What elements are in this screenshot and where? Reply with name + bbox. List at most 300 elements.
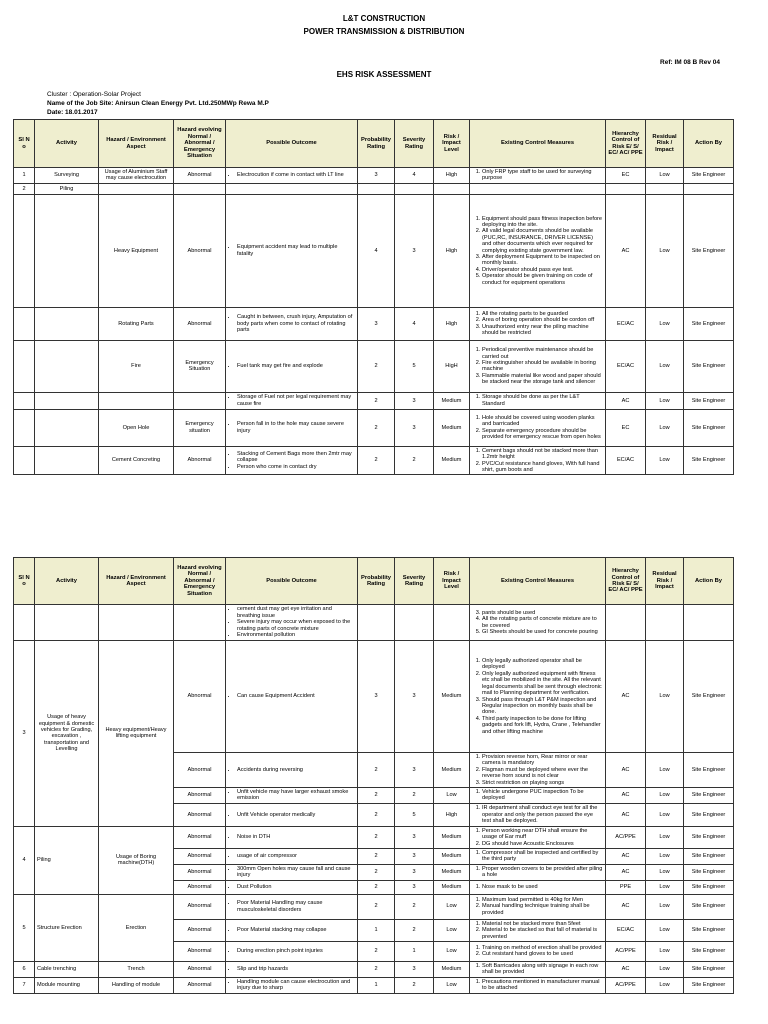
cell-outcome-list [228,363,355,369]
cell-outcome [226,803,358,826]
cell-probability: 4 [358,194,395,307]
cell-hazard: Cement Concreting [99,446,174,475]
cell-activity: Piling [35,183,99,194]
cell-severity: 1 [395,941,434,961]
cell-outcome-list [228,812,355,818]
cell-outcome-item: • During erection pinch point injuries [237,948,355,954]
cell-risk: Medium [434,392,470,409]
cell-outcome-list [228,948,355,954]
cell-severity: 4 [395,168,434,184]
cell-severity: 5 [395,803,434,826]
cell-hierarchy: EC/AC [606,446,646,475]
cell-probability [358,605,395,641]
cell-outcome-item: • Storage of Fuel not per legal requirement may cause fire [237,394,355,407]
cell-controls [470,977,606,993]
cell-severity: 5 [395,340,434,392]
cell-controls-item: 2. Fire extinguisher should be available in boring machine [482,360,603,373]
cell-controls [470,864,606,880]
cell-controls [470,849,606,865]
table-row [14,307,734,340]
cell-sno [14,446,35,475]
cell-hierarchy: AC [606,392,646,409]
cell-hierarchy: EC/AC [606,340,646,392]
cell-residual [646,605,684,641]
cell-residual: Low [646,977,684,993]
cell-outcome [226,919,358,941]
document-reference: Ref: IM 08 B Rev 04 [660,59,720,66]
cell-outcome-item: • Stacking of Cement Bags more then 2mtr may collapse [237,451,355,464]
cell-controls [470,961,606,977]
cell-severity: 3 [395,864,434,880]
cell-controls-item: 3. Strict restriction on playing songs [482,780,603,786]
cell-residual: Low [646,641,684,753]
cell-hazard: Open Hole [99,409,174,446]
cell-outcome [226,194,358,307]
cell-hazard: Fire [99,340,174,392]
cell-controls-item: 1. Only FRP type staff to be used for surveying purpose [482,169,603,182]
cell-situation: Abnormal [174,803,226,826]
cell-sno [14,409,35,446]
cell-outcome-item: • Noise in DTH [237,834,355,840]
col-action-by: Action By [684,120,734,168]
cell-controls [470,803,606,826]
cell-situation: Abnormal [174,919,226,941]
cell-severity: 3 [395,409,434,446]
cell-action-by: Site Engineer [684,788,734,804]
cell-severity [395,183,434,194]
col-sno: Sl N o [14,558,35,605]
cell-probability: 2 [358,446,395,475]
cell-activity: Usage of heavy equipment & domestic vehicles for Grading, excavation , transportation and Levelling [35,641,99,827]
cell-outcome [226,168,358,184]
cell-severity: 3 [395,961,434,977]
cell-action-by: Site Engineer [684,864,734,880]
cell-action-by: Site Engineer [684,826,734,848]
cell-controls [470,409,606,446]
cell-controls-item: 1. Material not be stacked more than 5feet [482,921,603,927]
cell-residual: Low [646,803,684,826]
cell-outcome-item: • Handling module can cause electrocution and injury due to sharp [237,979,355,992]
cell-sno [14,194,35,307]
cell-activity [35,446,99,475]
cell-controls-item: 3. pants should be used [482,610,603,616]
cell-risk: High [434,168,470,184]
cell-controls-list [472,884,603,890]
cell-controls-item: 1. Training on method of erection shall be provided [482,945,603,951]
cell-controls-item: 2. Separate emergency procedure should be provided for emergency rescue from open holes [482,428,603,441]
cell-controls-list [472,963,603,976]
cell-controls-item: 5. Operator should be given training on code of conduct for equipment operations [482,273,603,286]
cell-severity: 2 [395,788,434,804]
cell-outcome-list [228,244,355,257]
cell-sno: 6 [14,961,35,977]
cell-sno: 2 [14,183,35,194]
cell-sno: 7 [14,977,35,993]
cell-severity: 2 [395,919,434,941]
cell-hazard [99,183,174,194]
cell-controls-item: 2. Area of boring operation should be cordon off [482,317,603,323]
cell-residual: Low [646,880,684,894]
cell-activity: Structure Erection [35,894,99,961]
cell-controls-list [472,866,603,879]
cell-residual: Low [646,392,684,409]
cell-outcome-item: • Equipment accident may lead to multiple fatality [237,244,355,257]
cell-probability: 2 [358,880,395,894]
cell-controls [470,605,606,641]
cell-outcome-list [228,866,355,879]
col-activity: Activity [35,120,99,168]
cell-risk: Low [434,977,470,993]
cell-controls-item: 1. Only legally authorized operator shall be deployed [482,658,603,671]
cell-probability [358,183,395,194]
cell-activity: Piling [35,826,99,894]
cell-residual: Low [646,941,684,961]
cell-residual: Low [646,894,684,919]
cell-situation: Abnormal [174,880,226,894]
cell-outcome-list [228,767,355,773]
cell-risk [434,605,470,641]
cell-controls-item: 3. Unauthorized entry near the piling machine should be restricted [482,324,603,337]
cell-residual: Low [646,340,684,392]
risk-table-page-2 [13,557,734,994]
cell-outcome-list [228,927,355,933]
cell-outcome-item: • Person fall in to the hole may cause severe injury [237,421,355,434]
cell-outcome-item: • Environmental pollution [237,632,355,638]
cell-situation [174,183,226,194]
cell-action-by: Site Engineer [684,961,734,977]
cell-controls-item: 2. Flagman must be deployed where ever the reverse horn sound is not clear [482,767,603,780]
col-hazard: Hazard / Environment Aspect [99,558,174,605]
cell-controls-item: 1. Provision reverse horn, Rear mirror or rear camera is mandatory [482,754,603,767]
col-outcome: Possible Outcome [226,120,358,168]
cell-activity [35,340,99,392]
cell-hazard: Rotating Parts [99,307,174,340]
cell-controls [470,894,606,919]
cell-risk [434,183,470,194]
col-action-by: Action By [684,558,734,605]
cell-controls-list [472,921,603,940]
table-header-row [14,558,734,605]
cell-action-by: Site Engineer [684,894,734,919]
cell-situation: Emergency Situation [174,340,226,392]
cell-hazard: Usage of Boring machine(DTH) [99,826,174,894]
cell-hazard: Usage of Aluminium Staff may cause electrocution [99,168,174,184]
col-controls: Existing Control Measures [470,558,606,605]
col-outcome: Possible Outcome [226,558,358,605]
col-controls: Existing Control Measures [470,120,606,168]
cell-outcome-list [228,394,355,407]
cell-hierarchy [606,183,646,194]
cell-hazard [99,392,174,409]
cell-hierarchy: AC/PPE [606,826,646,848]
cell-controls-item: 3. Should pass through L&T P&M inspection and Regular inspection on monthly basis shall be done. [482,697,603,716]
cell-controls-list [472,805,603,824]
cell-outcome [226,849,358,865]
cell-controls-item: 2. PVC/Cut resistance hand gloves, With full hand shirt, gum boots and [482,461,603,474]
col-probability: Probability Rating [358,120,395,168]
cell-sno: 4 [14,826,35,894]
cell-controls-list [472,754,603,786]
cell-action-by: Site Engineer [684,641,734,753]
cell-controls-item: 1. Nose mask to be used [482,884,603,890]
cell-probability: 2 [358,340,395,392]
cell-residual: Low [646,864,684,880]
cell-situation: Abnormal [174,168,226,184]
cell-situation: Abnormal [174,826,226,848]
cell-controls-list [472,169,603,182]
cell-outcome-item: • Dust Pollution [237,884,355,890]
cell-outcome-item: • Fuel tank may get fire and explode [237,363,355,369]
cell-outcome [226,941,358,961]
cell-sno [14,307,35,340]
cell-controls-list [472,828,603,847]
col-risk: Risk / Impact Level [434,558,470,605]
cell-hierarchy: PPE [606,880,646,894]
cell-outcome [226,392,358,409]
cell-residual: Low [646,788,684,804]
table-row [14,961,734,977]
cell-sno: 5 [14,894,35,961]
cell-hazard [99,605,174,641]
cell-outcome [226,340,358,392]
cell-risk: High [434,307,470,340]
cell-outcome-list [228,789,355,802]
cell-controls-item: 1. Proper wooden covers to be provided after piling a hole [482,866,603,879]
table-row [14,977,734,993]
cell-controls-item: 2. Material to be stacked so that fall of material is prevented [482,927,603,940]
cell-risk: Medium [434,961,470,977]
cell-controls-list [472,979,603,992]
cell-action-by: Site Engineer [684,753,734,788]
cell-situation: Abnormal [174,977,226,993]
cell-controls-item: 1. IR department shall conduct eye test for all the operator and only the person passed the eye test shall be deployed. [482,805,603,824]
cell-hierarchy: AC [606,894,646,919]
cell-controls-item: 4. Third party inspection to be done for lifting gadgets and fork lift, Hydra, Crane , Telehandler and other lifting machine [482,716,603,735]
cell-outcome [226,409,358,446]
cell-situation: Abnormal [174,446,226,475]
cell-probability: 2 [358,849,395,865]
table-row [14,894,734,919]
cell-situation: Abnormal [174,753,226,788]
cell-outcome-item: • Electrocution if come in contact with LT line [237,172,355,178]
cell-outcome-item: • Poor Material stacking may collapse [237,927,355,933]
table-header-row [14,120,734,168]
cell-probability: 2 [358,753,395,788]
cell-situation: Abnormal [174,894,226,919]
cell-outcome [226,307,358,340]
table-row [14,194,734,307]
cell-probability: 1 [358,919,395,941]
cell-controls-item: 2. Manual handling technique training shall be provided [482,903,603,916]
cell-residual: Low [646,168,684,184]
cell-risk: Low [434,788,470,804]
cell-situation: Emergency situation [174,409,226,446]
cell-controls-item: 3. After deployment Equipment to be inspected on monthly basis. [482,254,603,267]
cell-situation: Abnormal [174,194,226,307]
cell-controls-item: 2. DG should have Acoustic Enclosures [482,841,603,847]
cell-action-by: Site Engineer [684,941,734,961]
cell-severity: 3 [395,753,434,788]
cell-probability: 2 [358,788,395,804]
cell-outcome [226,977,358,993]
cell-action-by: Site Engineer [684,194,734,307]
table-row [14,340,734,392]
cell-hierarchy: AC [606,864,646,880]
cell-controls-item: 3. Flammable material like wood and paper should be stacked near the storage tank and silencer [482,373,603,386]
cell-residual: Low [646,961,684,977]
cell-probability: 2 [358,894,395,919]
cell-controls-item: 5. GI Sheets should be used for concrete pouring [482,629,603,635]
cell-residual: Low [646,409,684,446]
company-name: L&T CONSTRUCTION [342,14,426,23]
cell-action-by: Site Engineer [684,392,734,409]
cell-hierarchy: AC [606,641,646,753]
cell-action-by: Site Engineer [684,168,734,184]
cell-controls [470,919,606,941]
job-site-line: Name of the Job Site: Anirsun Clean Energy Pvt. Ltd.250MWp Rewa M.P [47,100,269,107]
cell-hierarchy: AC [606,803,646,826]
cell-outcome-list [228,834,355,840]
cell-severity: 3 [395,392,434,409]
cell-controls-item: 1. Soft Barricades along with signage in each row shall be provided [482,963,603,976]
cell-situation [174,605,226,641]
cell-situation: Abnormal [174,849,226,865]
cell-action-by: Site Engineer [684,977,734,993]
cell-controls [470,307,606,340]
col-residual: Residual Risk / Impact [646,120,684,168]
cell-controls-list [472,347,603,385]
cell-controls-list [472,216,603,286]
table-row [14,183,734,194]
cell-activity [35,409,99,446]
cell-situation: Abnormal [174,307,226,340]
table-row [14,826,734,848]
cell-severity: 2 [395,894,434,919]
cell-controls-item: 1. Hole should be covered using wooden planks and barricaded [482,415,603,428]
col-severity: Severity Rating [395,120,434,168]
cell-controls-item: 1. Precautions mentioned in manufacturer manual to be attached [482,979,603,992]
division-name: POWER TRANSMISSION & DISTRIBUTION [303,27,465,36]
col-hazard: Hazard / Environment Aspect [99,120,174,168]
cell-hierarchy: AC [606,788,646,804]
cell-sno [14,392,35,409]
cell-outcome-item: • usage of air compressor [237,853,355,859]
cell-controls-list [472,897,603,916]
cell-probability: 2 [358,409,395,446]
cell-severity: 3 [395,641,434,753]
cell-risk: Medium [434,446,470,475]
cell-outcome-list [228,979,355,992]
cell-controls-item: 2. Cut resistant hand gloves to be used [482,951,603,957]
col-probability: Probability Rating [358,558,395,605]
risk-table-page-1 [13,119,734,475]
cell-activity: Surveying [35,168,99,184]
cell-outcome [226,605,358,641]
cell-action-by: Site Engineer [684,340,734,392]
cell-hierarchy: AC [606,194,646,307]
cell-hazard: Heavy Equipment [99,194,174,307]
cell-outcome [226,826,358,848]
cell-outcome-list [228,421,355,434]
cell-hazard: Heavy equipment/Heavy lifting equipment [99,641,174,827]
cell-sno [14,340,35,392]
cell-risk: Low [434,941,470,961]
cell-residual: Low [646,753,684,788]
cell-outcome-list [228,900,355,913]
cell-outcome-item: • Caught in between, crush injury, Amputation of body parts when come to contact of rotating parts [237,314,355,333]
cell-risk: Medium [434,641,470,753]
cell-probability: 2 [358,392,395,409]
cell-probability: 3 [358,307,395,340]
cell-controls [470,446,606,475]
cell-controls-item: 1. Equipment should pass fitness inspection before deploying into the site. [482,216,603,229]
col-residual: Residual Risk / Impact [646,558,684,605]
cell-risk: High [434,803,470,826]
col-severity: Severity Rating [395,558,434,605]
cell-outcome-item: • Slip and trip hazards [237,966,355,972]
col-hazard-evolving: Hazard evolving Normal / Abnormal / Emergency Situation [174,120,226,168]
cell-outcome [226,753,358,788]
cell-hierarchy: EC [606,409,646,446]
cell-action-by: Site Engineer [684,307,734,340]
cell-action-by: Site Engineer [684,803,734,826]
cell-controls-item: 1. Person working near DTH shall ensure the usage of Ear muff [482,828,603,841]
cell-outcome-item: • Poor Material Handling may cause musculoskeletal disorders [237,900,355,913]
cell-outcome-item: • Severe injury may occur when exposed to the rotating parts of concrete mixture [237,619,355,632]
cell-severity [395,605,434,641]
cell-outcome-item: • Accidents during reversing [237,767,355,773]
date-line: Date: 18.01.2017 [47,109,98,116]
cell-outcome-list [228,966,355,972]
cell-outcome [226,183,358,194]
cell-severity: 3 [395,194,434,307]
cell-sno: 1 [14,168,35,184]
cell-probability: 2 [358,826,395,848]
cell-probability: 3 [358,641,395,753]
cell-controls-item: 1. Vehicle undergone PUC inspection To be deployed [482,789,603,802]
cell-residual: Low [646,194,684,307]
cell-controls-item: 1. Storage should be done as per the L&T Standard [482,394,603,407]
cell-activity [35,194,99,307]
table-row [14,641,734,753]
cell-outcome [226,864,358,880]
cell-residual [646,183,684,194]
cell-situation: Abnormal [174,941,226,961]
cell-outcome-list [228,314,355,333]
cell-controls-list [472,850,603,863]
cell-hierarchy: AC/PPE [606,941,646,961]
cell-situation: Abnormal [174,864,226,880]
cell-hazard: Trench [99,961,174,977]
table-row [14,392,734,409]
cell-probability: 2 [358,803,395,826]
table-row [14,605,734,641]
cell-hierarchy: AC [606,753,646,788]
cell-outcome-list [228,606,355,638]
cell-activity [35,307,99,340]
cell-risk: Low [434,919,470,941]
cell-controls [470,941,606,961]
cell-action-by: Site Engineer [684,446,734,475]
cell-risk: Medium [434,826,470,848]
cell-severity: 3 [395,826,434,848]
cell-activity: Cable trenching [35,961,99,977]
cell-controls-list [472,658,603,735]
cell-probability: 2 [358,941,395,961]
cell-risk: Medium [434,409,470,446]
col-hierarchy: Hierarchy Control of Risk E/ S/ EC/ AC/ PPE [606,120,646,168]
cell-probability: 1 [358,977,395,993]
